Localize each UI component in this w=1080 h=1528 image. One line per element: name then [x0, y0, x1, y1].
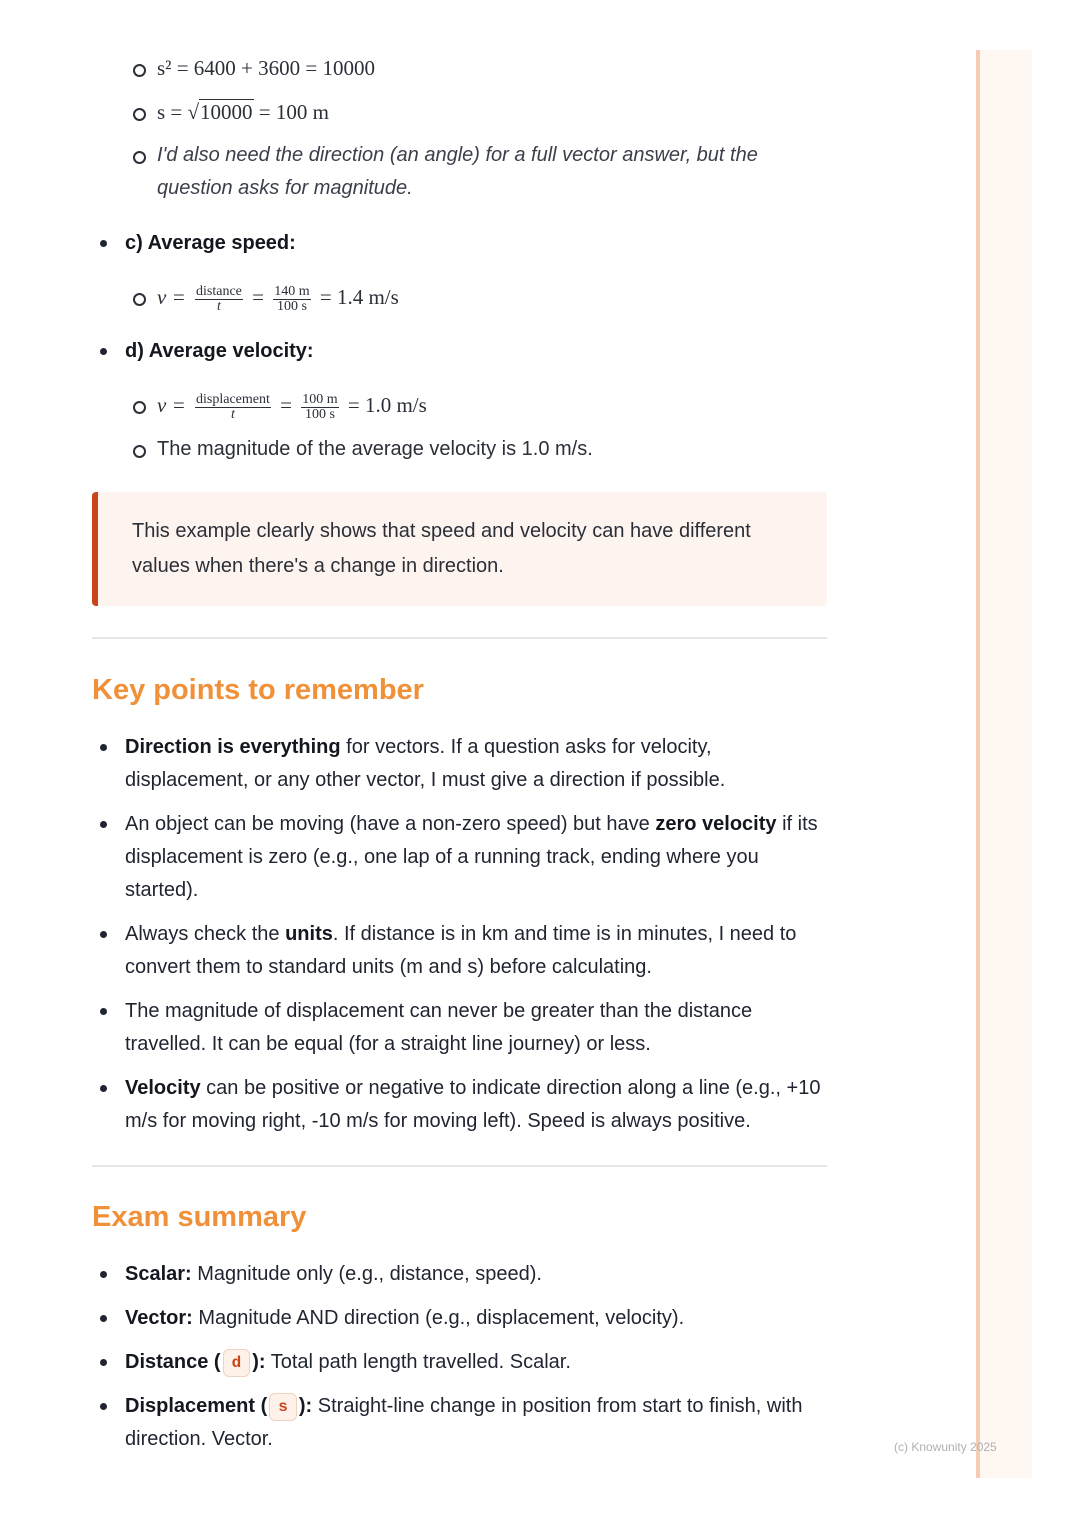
divider — [92, 1165, 827, 1167]
list-item: An object can be moving (have a non-zero speed) but have zero velocity if its displacement is zero (e.g., one lap of a running track, ending where you started). — [92, 808, 832, 907]
callout: This example clearly shows that speed and velocity can have different values when there's a change in direction. — [92, 492, 827, 606]
heading-exam-summary: Exam summary — [92, 1201, 307, 1233]
direction-note: I'd also need the direction (an angle) for a full vector answer, but the question asks for magnitude. — [92, 139, 832, 205]
part-d-label: d) Average velocity: — [125, 340, 314, 362]
list-item: Direction is everything for vectors. If a question asks for velocity, displacement, or any other vector, I must give a direction if possible. — [92, 731, 832, 797]
list-item: The magnitude of displacement can never be greater than the distance travelled. It can be equal (for a straight line journey) or less. — [92, 995, 832, 1061]
part-c — [92, 227, 832, 314]
part-c-label: c) Average speed: — [125, 232, 296, 254]
calc-list — [92, 52, 832, 205]
list-item: Velocity can be positive or negative to indicate direction along a line (e.g., +10 m/s for moving right, -10 m/s for moving left). Speed is always positive. — [92, 1072, 832, 1138]
code-d: d — [223, 1349, 251, 1377]
summary-list — [92, 1258, 832, 1456]
footer-copyright: (c) Knowunity 2025 — [894, 1440, 997, 1454]
side-strip — [976, 50, 1032, 1478]
equation-s: s = √10000 = 100 m — [92, 96, 832, 129]
speed-formula: v = $\frac{\text{distance}}{t}$ = $\frac{140 m}{100 s}$ = 1.4 m/s — [92, 281, 832, 314]
equation-s-squared: s² = 6400 + 3600 = 10000 — [92, 52, 832, 85]
divider — [92, 637, 827, 639]
code-s: s — [269, 1393, 297, 1421]
part-d — [92, 335, 832, 466]
velocity-formula: v = $\frac{\text{displacement}}{t}$ = $\frac{100 m}{100 s}$ = 1.0 m/s — [92, 389, 832, 422]
list-item: Displacement ( s ): Straight-line change in position from start to finish, with direction. Vector. — [92, 1390, 832, 1456]
list-item: Distance ( d ): Total path length travelled. Scalar. — [92, 1346, 832, 1379]
list-item: Vector: Magnitude AND direction (e.g., displacement, velocity). — [92, 1302, 832, 1335]
heading-key-points: Key points to remember — [92, 674, 424, 706]
velocity-note: The magnitude of the average velocity is 1.0 m/s. — [92, 433, 832, 466]
list-item: Always check the units. If distance is in km and time is in minutes, I need to convert them to standard units (m and s) before calculating. — [92, 918, 832, 984]
key-points-list — [92, 731, 832, 1138]
list-item: Scalar: Magnitude only (e.g., distance, speed). — [92, 1258, 832, 1291]
